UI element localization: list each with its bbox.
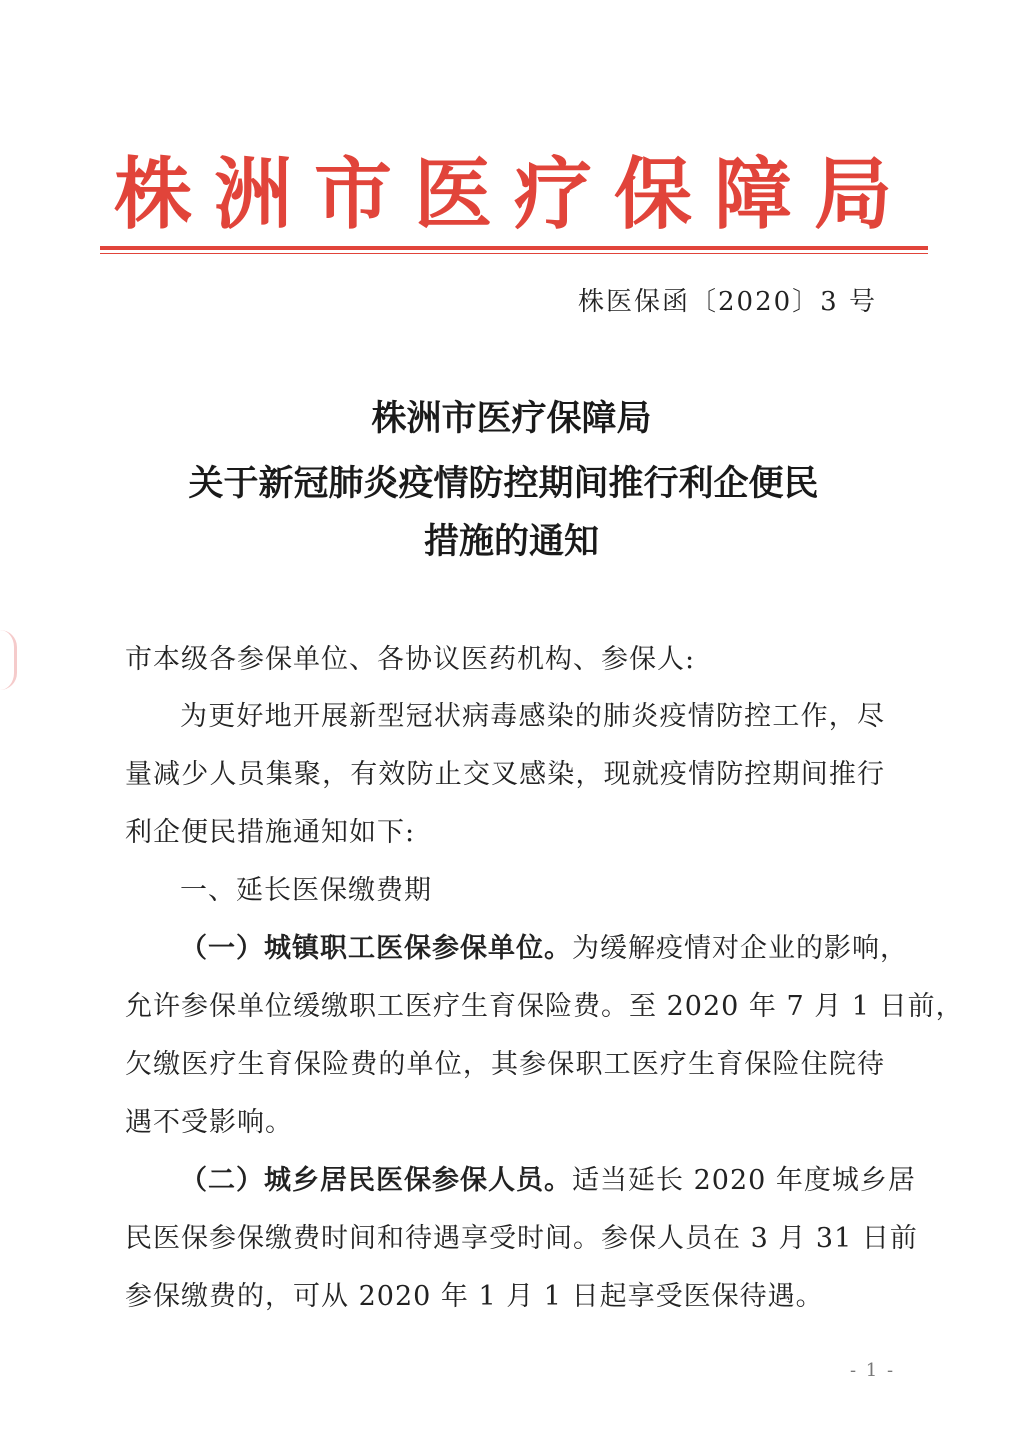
intro-line-2: 量减少人员集聚，有效防止交叉感染，现就疫情防控期间推行 <box>125 759 885 790</box>
item-1-line-3: 欠缴医疗生育保险费的单位，其参保职工医疗生育保险住院待 <box>125 1049 885 1080</box>
item-2-line-2: 民医保参保缴费时间和待遇享受时间。参保人员在 3 月 31 日前 <box>125 1223 918 1254</box>
item-2-line-3: 参保缴费的，可从 2020 年 1 月 1 日起享受医保待遇。 <box>125 1281 824 1312</box>
section-1-heading: 一、延长医保缴费期 <box>180 875 432 906</box>
intro-line-1: 为更好地开展新型冠状病毒感染的肺炎疫情防控工作，尽 <box>180 701 885 732</box>
title-line-3: 措施的通知 <box>423 522 599 562</box>
title-line-1: 株洲市医疗保障局 <box>371 399 652 439</box>
red-divider-thin <box>100 253 928 254</box>
addressee: 市本级各参保单位、各协议医药机构、参保人: <box>125 644 696 675</box>
red-divider-thick <box>100 246 928 250</box>
item-2-line-1-rest: 适当延长 2020 年度城乡居 <box>572 1165 916 1196</box>
item-1-line-2: 允许参保单位缓缴职工医疗生育保险费。至 2020 年 7 月 1 日前， <box>125 991 964 1022</box>
title-line-2: 关于新冠肺炎疫情防控期间推行利企便民 <box>188 464 819 504</box>
item-2-line-1 <box>180 1161 916 1201</box>
seal-edge-mark <box>0 630 17 690</box>
document-number: 株医保函〔2020〕3 号 <box>578 287 877 317</box>
item-1-line-4: 遇不受影响。 <box>125 1107 293 1138</box>
item-1-line-1-rest: 为缓解疫情对企业的影响， <box>572 933 908 964</box>
intro-line-3: 利企便民措施通知如下: <box>125 817 416 848</box>
agency-header: 株洲市医疗保障局 <box>113 150 914 240</box>
item-2-heading: （二）城乡居民医保参保人员。 <box>180 1165 572 1196</box>
item-1-heading: （一）城镇职工医保参保单位。 <box>180 933 572 964</box>
page-number: - 1 - <box>850 1360 896 1381</box>
item-1-line-1 <box>180 929 908 969</box>
